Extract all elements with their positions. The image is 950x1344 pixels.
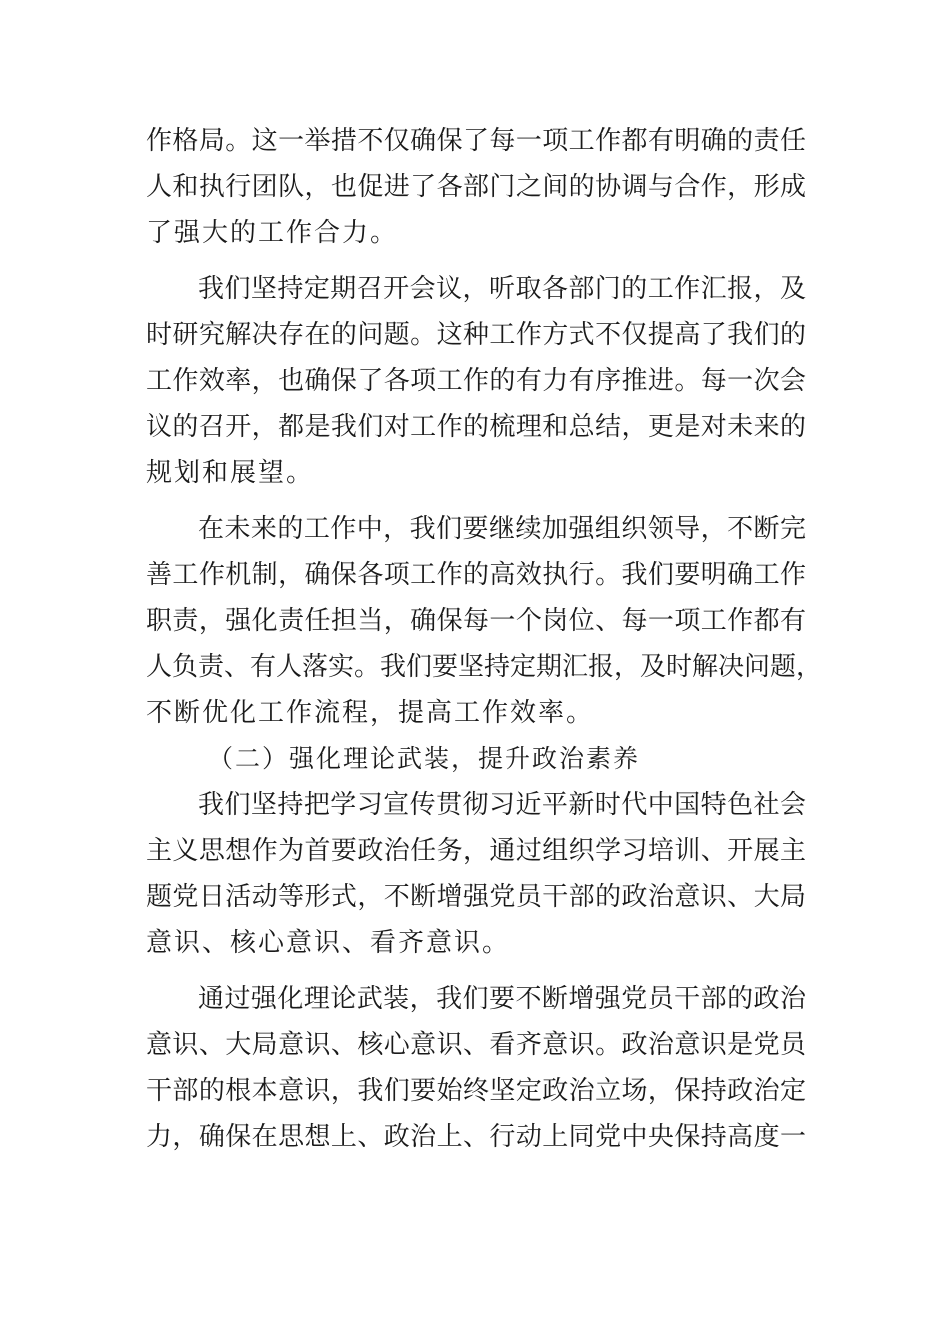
paragraph-line: 主义思想作为首要政治任务，通过组织学习培训、开展主 — [146, 836, 806, 866]
paragraph-line: 时研究解决存在的问题。这种工作方式不仅提高了我们的 — [146, 320, 806, 350]
paragraph-line: 议的召开，都是我们对工作的梳理和总结，更是对未来的 — [146, 412, 806, 442]
paragraph-line: 意识、核心意识、看齐意识。 — [146, 928, 511, 958]
paragraph-line: 题党日活动等形式，不断增强党员干部的政治意识、大局 — [146, 882, 806, 912]
paragraph-line: 善工作机制，确保各项工作的高效执行。我们要明确工作 — [146, 560, 806, 590]
paragraph-2 — [146, 266, 806, 496]
paragraph-line: 工作效率，也确保了各项工作的有力有序推进。每一次会 — [146, 366, 806, 396]
paragraph-line: 人和执行团队，也促进了各部门之间的协调与合作，形成 — [146, 172, 806, 202]
paragraph-line: 干部的根本意识，我们要始终坚定政治立场，保持政治定 — [146, 1076, 806, 1106]
paragraph-3 — [146, 506, 823, 736]
paragraph-4 — [146, 782, 806, 966]
paragraph-line: 人负责、有人落实。我们要坚持定期汇报，及时解决问题， — [146, 652, 823, 682]
section-heading: （二）强化理论武装，提升政治素养 — [208, 744, 641, 773]
paragraph-line: 在未来的工作中，我们要继续加强组织领导，不断完 — [198, 514, 806, 544]
paragraph-line: 力，确保在思想上、政治上、行动上同党中央保持高度一 — [146, 1122, 806, 1152]
paragraph-5 — [146, 976, 806, 1160]
paragraph-line: 通过强化理论武装，我们要不断增强党员干部的政治 — [198, 984, 806, 1014]
paragraph-line: 作格局。这一举措不仅确保了每一项工作都有明确的责任 — [146, 126, 806, 156]
document-page — [146, 118, 823, 1160]
paragraph-line: 我们坚持把学习宣传贯彻习近平新时代中国特色社会 — [198, 790, 806, 820]
paragraph-line: 规划和展望。 — [146, 458, 315, 488]
paragraph-line: 不断优化工作流程，提高工作效率。 — [146, 698, 595, 728]
paragraph-line: 我们坚持定期召开会议，听取各部门的工作汇报，及 — [198, 274, 806, 304]
paragraph-line: 意识、大局意识、核心意识、看齐意识。政治意识是党员 — [146, 1030, 806, 1060]
paragraph-line: 职责，强化责任担当，确保每一个岗位、每一项工作都有 — [146, 606, 806, 636]
paragraph-line: 了强大的工作合力。 — [146, 218, 399, 248]
paragraph-1 — [146, 118, 806, 256]
